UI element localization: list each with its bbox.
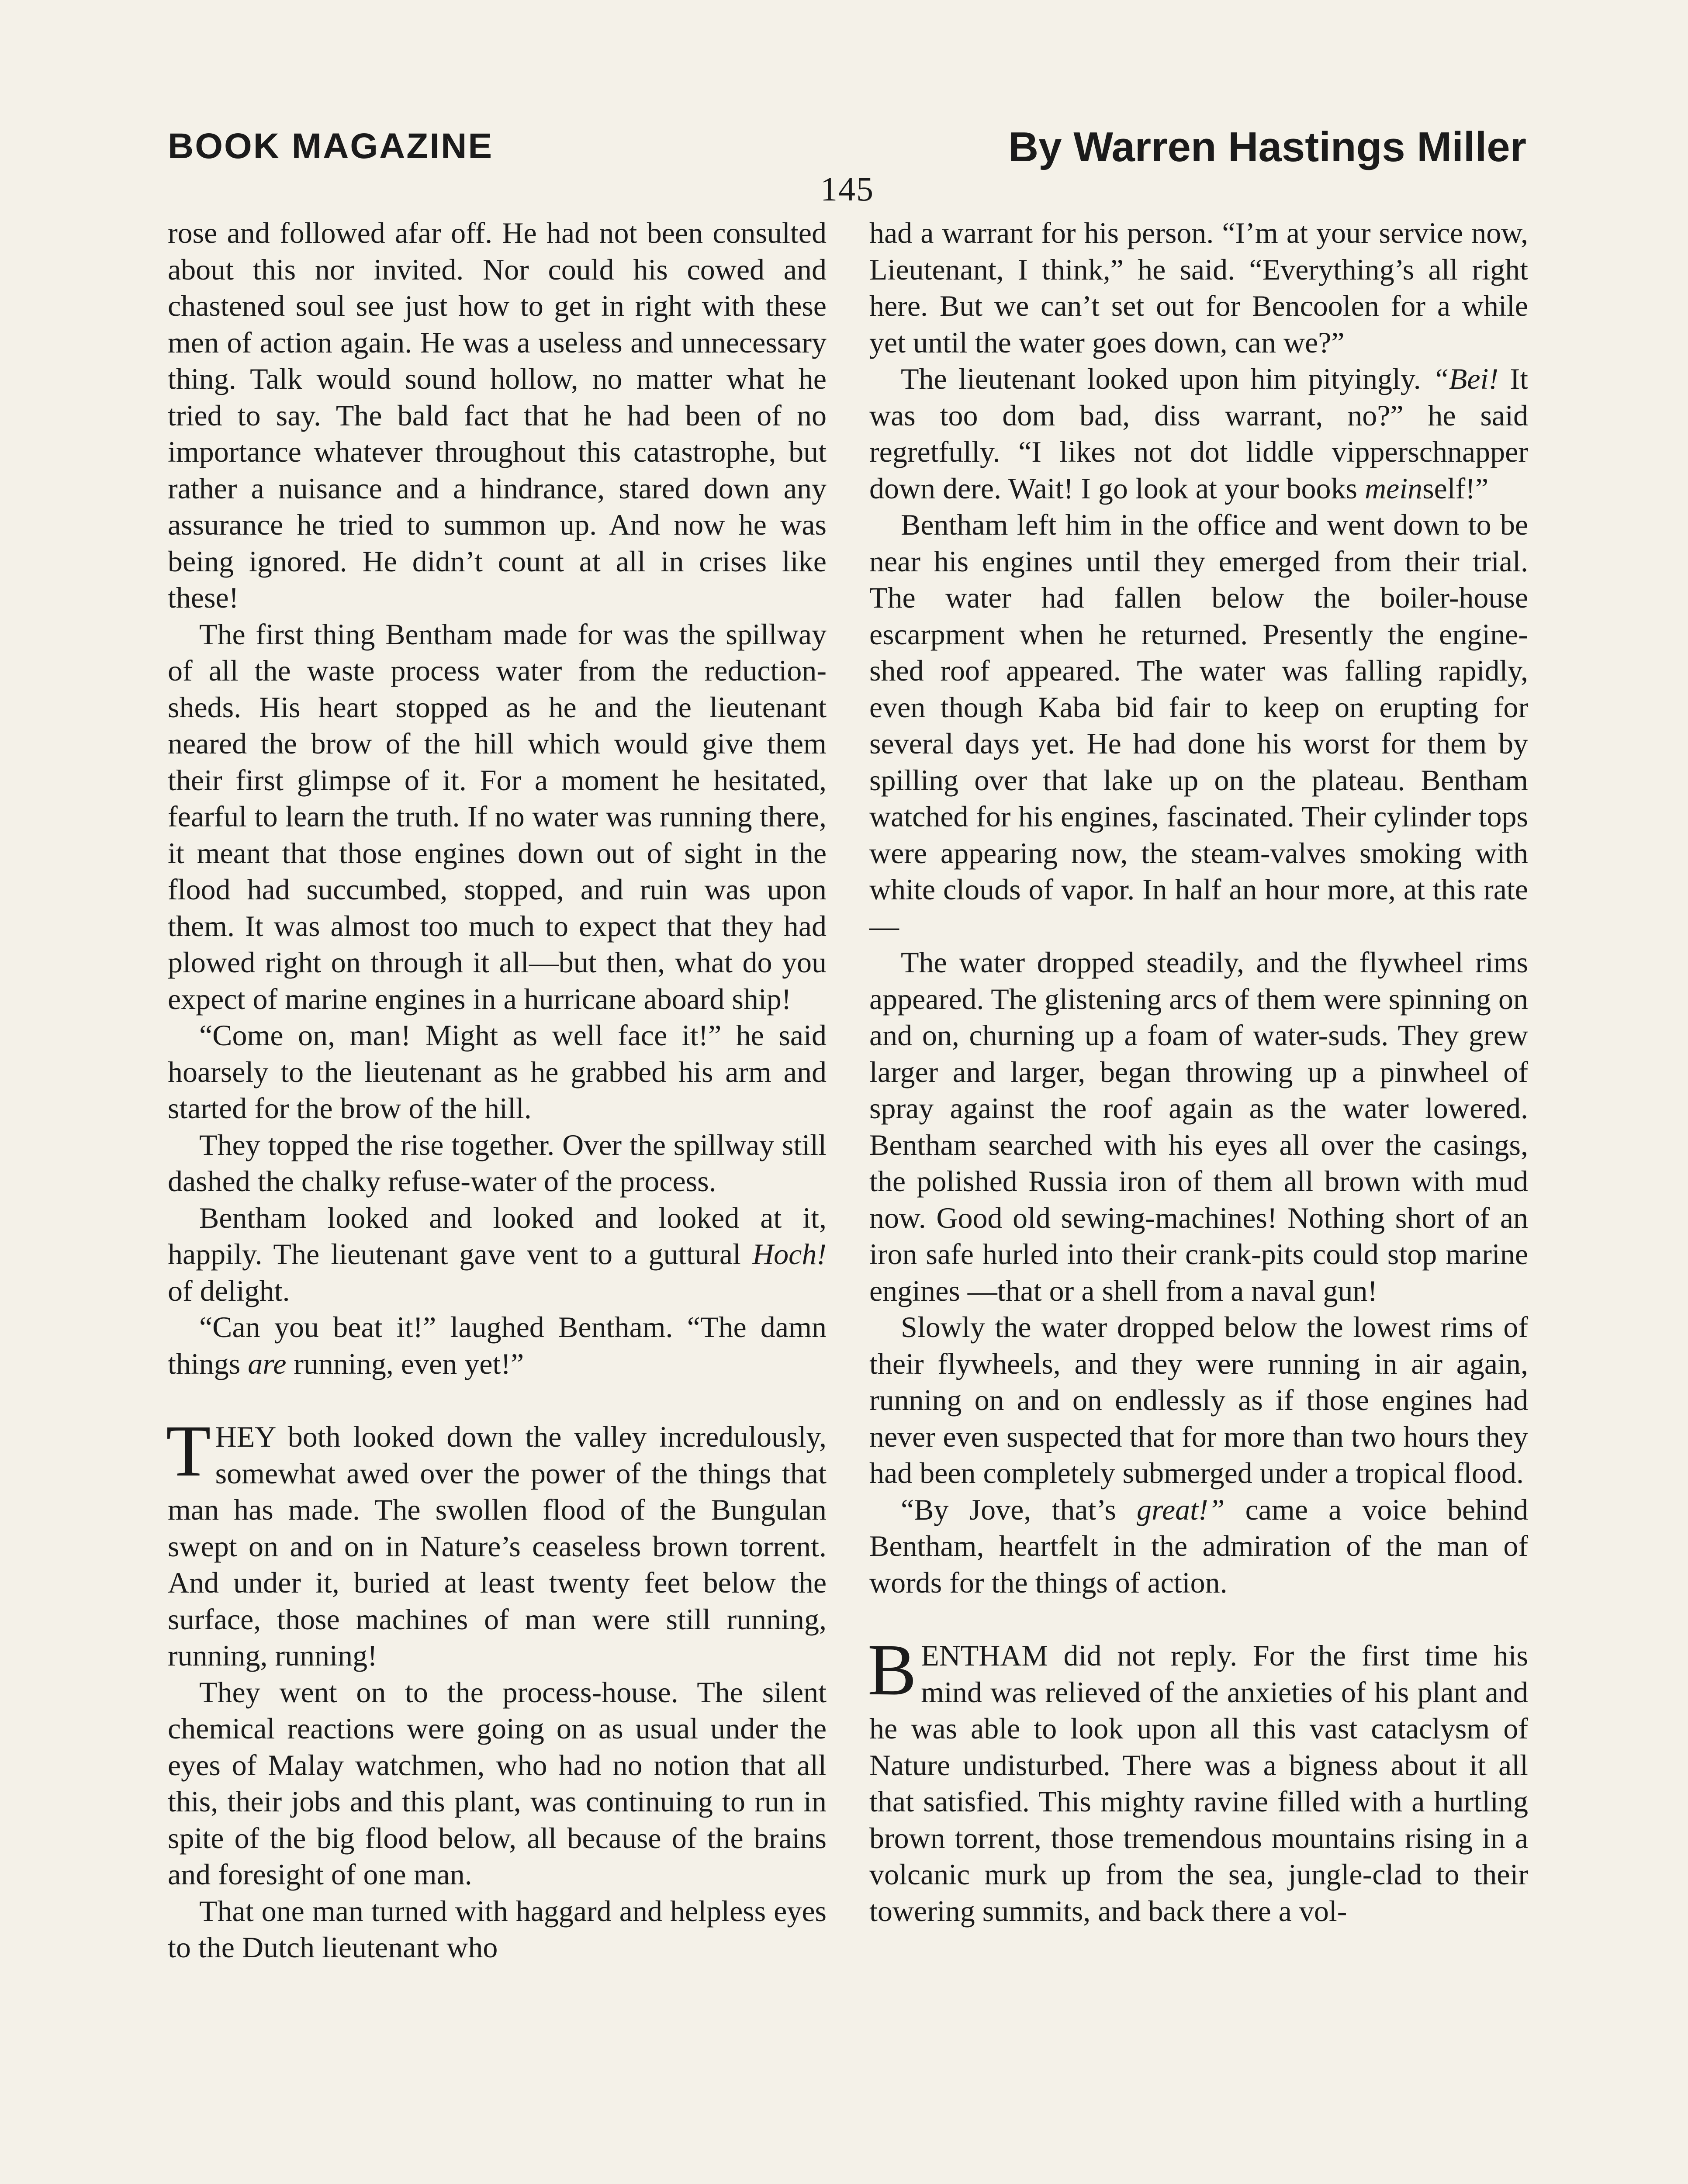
- text-run: running, even yet!”: [286, 1347, 524, 1380]
- paragraph: That one man turned with haggard and helpless eyes to the Dutch lieutenant who: [168, 1894, 827, 1964]
- paragraph: Bentham left him in the office and went down to be near his engines until they emerged from their trial. The water had fallen below the boiler-house escarpment when he returned. Presently the engine-shed roof appeared. The water was falling rapidly, even though Kaba bid fair to keep on erupting for several days yet. He had done his worst for them by spilling over that lake up on the plateau. Bentham watched for his engines, fascinated. Their cylinder tops were appearing now, the steam-valves smoking with white clouds of vapor. In half an hour more, at this rate—: [869, 508, 1528, 943]
- section-paragraph: [166, 1410, 827, 1674]
- paragraph: [168, 1309, 827, 1382]
- text-run: “Can you beat it!” laughed Bentham. “The damn things: [168, 1310, 827, 1380]
- paragraph: The first thing Bentham made for was the spillway of all the waste process water from the reduction-sheds. His heart stopped as he and the lieutenant neared the brow of the hill which would give them their first glimpse of it. For a moment he hesitated, fearful to learn the truth. If no water was running there, it meant that those engines down out of sight in the flood had succumbed, stopped, and ruin was upon them. It was almost too much to expect that they had plowed right on through it all—but then, what do you expect of marine engines in a hurricane aboard ship!: [168, 617, 827, 1016]
- paragraph: [869, 1492, 1528, 1601]
- italic-text: mein: [1364, 471, 1423, 505]
- paragraph: “Come on, man! Might as well face it!” he said hoarsely to the lieutenant as he grabbed his arm and started for the brow of the hill.: [168, 1019, 827, 1125]
- right-column: [869, 215, 1528, 1929]
- paragraph: [168, 1200, 827, 1310]
- paragraph: The water dropped steadily, and the flywheel rims appeared. The glistening arcs of them were spinning on and on, churning up a foam of water-suds. They grew larger and larger, began throwing up a pinwheel of spray against the roof again as the water lowered. Bentham searched with his eyes all over the casings, the polished Russia iron of them all brown with mud now. Good old sewing-machines! Nothing short of an iron safe hurled into their crank-pits could stop marine engines —that or a shell from a naval gun!: [869, 946, 1528, 1307]
- italic-text: great!”: [1136, 1493, 1225, 1526]
- drop-cap: B: [868, 1629, 917, 1711]
- italic-text: Hoch!: [752, 1237, 827, 1271]
- text-run: It was too dom bad, diss warrant, no?” he said regretfully. “I likes not dot liddle vipperschnapper down dere. Wait! I go look at your books: [869, 362, 1528, 505]
- text-run: “By Jove, that’s: [901, 1493, 1137, 1526]
- author-byline: By Warren Hastings Miller: [1008, 124, 1526, 170]
- text-run: HEY both looked down the valley incredulously, somewhat awed over the power of the things that man has made. The swollen flood of the Bungulan swept on and on in Nature’s ceaseless brown torrent. And under it, buried at least twenty feet below the surface, those machines of man were still running, running, running!: [168, 1420, 827, 1672]
- magazine-title: BOOK MAGAZINE: [168, 126, 494, 166]
- paragraph: had a warrant for his person. “I’m at your service now, Lieutenant, I think,” he said. “Everything’s all right here. But we can’t set out for Bencoolen for a while yet until the water goes down, can we?”: [869, 216, 1528, 359]
- section-paragraph: [868, 1629, 1528, 1929]
- text-run: ENTHAM did not reply. For the first time his mind was relieved of the anxieties of his plant and he was able to look upon all this vast cataclysm of Nature undisturbed. There was a bigness about it all that satisfied. This mighty ravine filled with a hurtling brown torrent, those tremendous mountains rising in a volcanic murk up from the sea, jungle-clad to their towering summits, and back there a vol-: [869, 1639, 1528, 1928]
- left-column: [168, 215, 827, 1966]
- text-run: came a voice behind Bentham, heartfelt in the admiration of the man of words for the things of action.: [869, 1493, 1528, 1599]
- text-run: of delight.: [168, 1274, 290, 1307]
- italic-text: are: [248, 1347, 287, 1380]
- paragraph: They topped the rise together. Over the spillway still dashed the chalky refuse-water of the process.: [168, 1128, 827, 1198]
- paragraph: [869, 361, 1528, 507]
- text-run: The lieutenant looked upon him pityingly.: [901, 362, 1433, 395]
- drop-cap: T: [166, 1410, 211, 1492]
- italic-text: “Bei!: [1432, 362, 1499, 395]
- page-number: 145: [820, 170, 874, 208]
- text-run: Bentham looked and looked and looked at it, happily. The lieutenant gave vent to a guttural: [168, 1201, 827, 1271]
- paragraph: They went on to the process-house. The silent chemical reactions were going on as usual under the eyes of Malay watchmen, who had no notion that all this, their jobs and this plant, was continuing to run in spite of the big flood below, all because of the brains and foresight of one man.: [168, 1675, 827, 1891]
- paragraph: Slowly the water dropped below the lowest rims of their flywheels, and they were running in air again, running on and on endlessly as if those engines had never even suspected that for more than two hours they had been completely submerged under a tropical flood.: [869, 1310, 1528, 1489]
- paragraph: rose and followed afar off. He had not been consulted about this nor invited. Nor could his cowed and chastened soul see just how to get in right with these men of action again. He was a useless and unnecessary thing. Talk would sound hollow, no matter what he tried to say. The bald fact that he had been of no importance whatever throughout this catastrophe, but rather a nuisance and a hindrance, stared down any assurance he tried to summon up. And now he was being ignored. He didn’t count at all in crises like these!: [168, 216, 827, 614]
- text-run: self!”: [1422, 471, 1489, 505]
